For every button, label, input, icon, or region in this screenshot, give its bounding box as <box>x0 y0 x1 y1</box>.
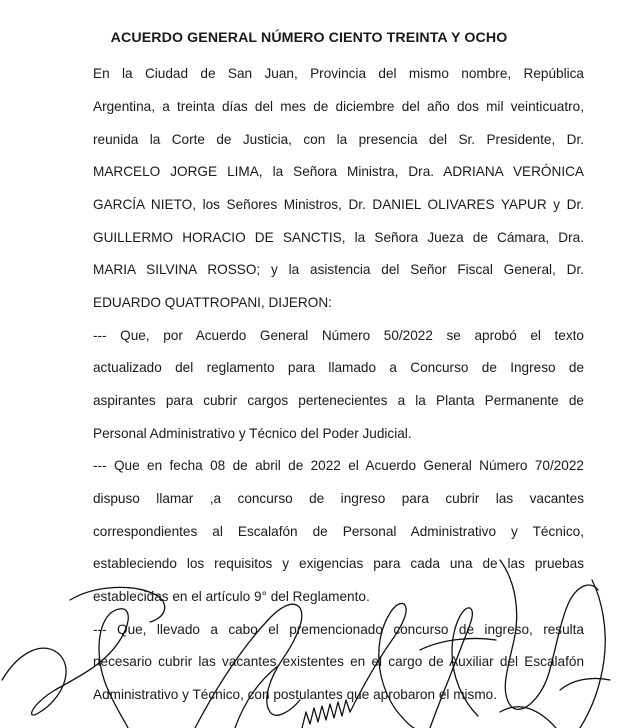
text-line-11: aspirantes para cubrir cargos pertenecientes a la Planta Permanente de <box>93 393 584 408</box>
text-line-4: MARCELO JORGE LIMA, la Señora Ministra, Dra. ADRIANA VERÓNICA <box>93 164 584 179</box>
text-line-13: --- Que en fecha 08 de abril de 2022 el Acuerdo General Número 70/2022 <box>93 458 584 473</box>
text-line-9: --- Que, por Acuerdo General Número 50/2022 se aprobó el texto <box>93 328 584 343</box>
text-line-12: Personal Administrativo y Técnico del Poder Judicial. <box>93 426 412 441</box>
signature-stroke-right-4 <box>500 707 556 728</box>
text-line-7: MARIA SILVINA ROSSO; y la asistencia del Señor Fiscal General, Dr. <box>93 262 584 277</box>
text-line-16: estableciendo los requisitos y exigencias para cada una de las pruebas <box>93 556 584 571</box>
text-line-18: --- Que, llevado a cabo el premencionado concurso de ingreso, resulta <box>93 622 584 637</box>
text-line-5: GARCÍA NIETO, los Señores Ministros, Dr. DANIEL OLIVARES YAPUR y Dr. <box>93 197 584 212</box>
text-line-20: Administrativo y Técnico, con postulantes que aprobaron el mismo. <box>93 687 497 702</box>
text-line-1: En la Ciudad de San Juan, Provincia del mismo nombre, República <box>93 66 584 81</box>
document-title: ACUERDO GENERAL NÚMERO CIENTO TREINTA Y OCHO <box>110 30 508 46</box>
text-line-19: necesario cubrir las vacantes existentes en el cargo de Auxiliar del Escalafón <box>93 654 584 669</box>
text-line-8: EDUARDO QUATTROPANI, DIJERON: <box>93 295 332 310</box>
text-line-3: reunida la Corte de Justicia, con la presencia del Sr. Presidente, Dr. <box>93 132 584 147</box>
signature-stroke-center-right-2 <box>420 638 496 650</box>
text-line-2: Argentina, a treinta días del mes de diciembre del año dos mil veinticuatro, <box>93 99 584 114</box>
text-line-15: correspondientes al Escalafón de Personal Administrativo y Técnico, <box>93 524 584 539</box>
text-line-14: dispuso llamar ,a concurso de ingreso para cubrir las vacantes <box>93 491 584 506</box>
text-line-10: actualizado del reglamento para llamado a Concurso de Ingreso de <box>93 360 584 375</box>
signature-stroke-center <box>302 700 350 728</box>
text-line-6: GUILLERMO HORACIO DE SANCTIS, la Señora Jueza de Cámara, Dra. <box>93 230 584 245</box>
text-line-17: establecidas en el artículo 9° del Reglamento. <box>93 589 370 604</box>
